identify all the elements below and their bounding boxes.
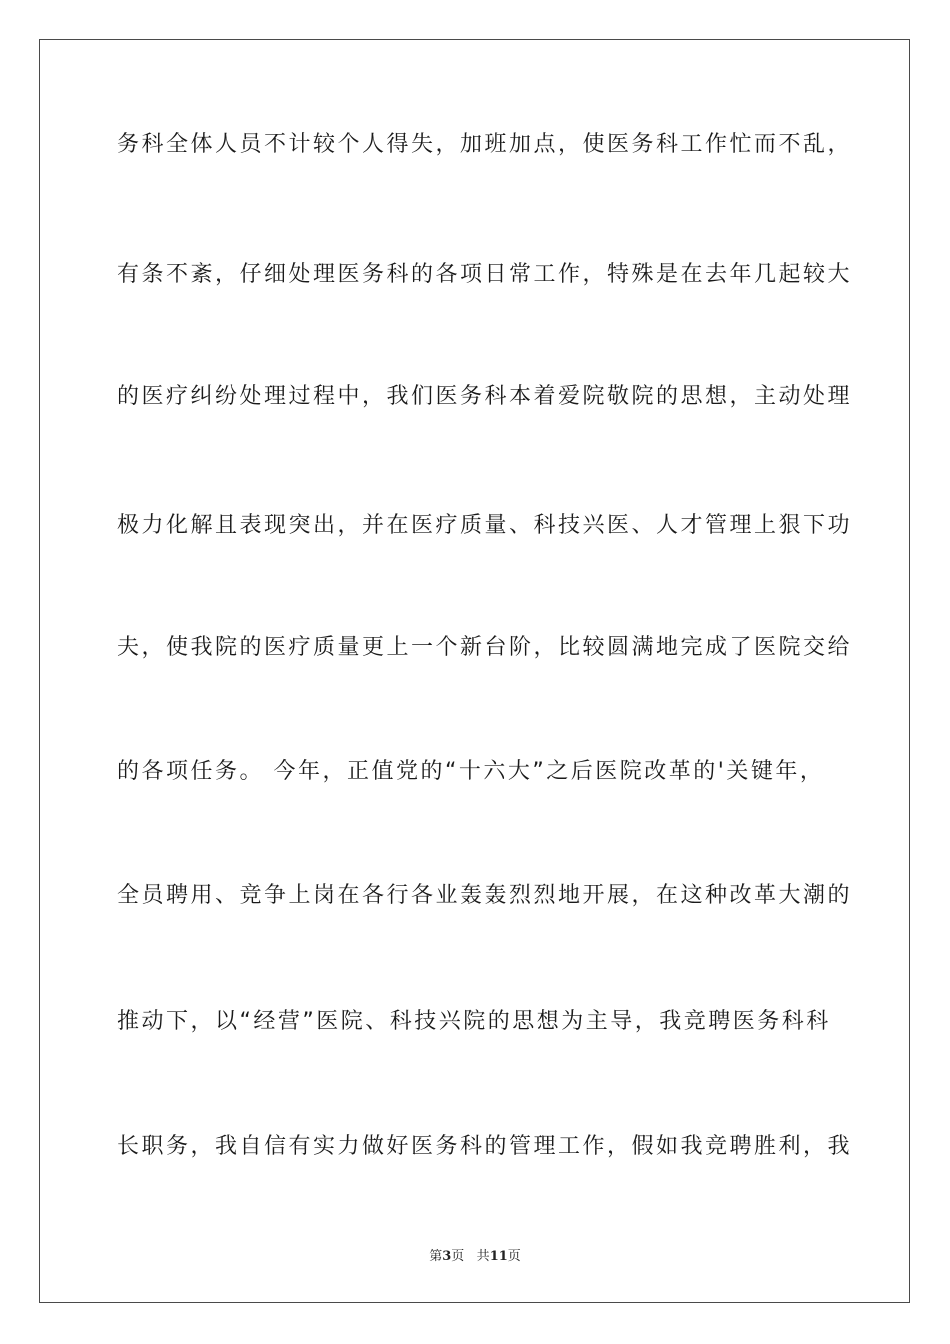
page-border (39, 39, 910, 1303)
body-text-line-4: 极力化解且表现突出，并在医疗质量、科技兴医、人才管理上狠下功 (117, 513, 853, 538)
body-text-line-6: 的各项任务。 今年，正值党的“十六大”之后医院改革的'关键年， (117, 759, 825, 784)
footer-total-prefix: 共 (476, 1249, 490, 1264)
body-text-line-2: 有条不紊，仔细处理医务科的各项日常工作，特殊是在去年几起较大 (117, 262, 853, 287)
page-footer (0, 1245, 950, 1264)
footer-page-number: 3 (442, 1249, 452, 1264)
body-text-line-9: 长职务，我自信有实力做好医务科的管理工作，假如我竞聘胜利，我 (117, 1134, 853, 1159)
body-text-line-1: 务科全体人员不计较个人得失，加班加点，使医务科工作忙而不乱， (117, 132, 853, 157)
footer-total-pages: 11 (489, 1249, 508, 1264)
body-text-line-3: 的医疗纠纷处理过程中，我们医务科本着爱院敬院的思想，主动处理 (117, 384, 853, 409)
footer-total-suffix: 页 (507, 1249, 521, 1264)
footer-page-prefix: 第 (429, 1249, 443, 1264)
body-text-line-8: 推动下，以“经营”医院、科技兴院的思想为主导，我竞聘医务科科 (117, 1009, 831, 1034)
body-text-line-5: 夫，使我院的医疗质量更上一个新台阶，比较圆满地完成了医院交给 (117, 635, 853, 660)
footer-page-suffix: 页 (451, 1249, 465, 1264)
body-text-line-7: 全员聘用、竞争上岗在各行各业轰轰烈烈地开展，在这种改革大潮的 (117, 883, 853, 908)
